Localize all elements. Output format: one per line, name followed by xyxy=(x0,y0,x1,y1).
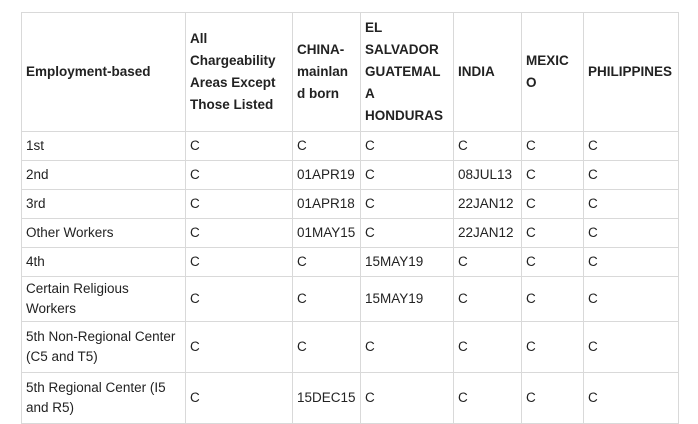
table-cell: C xyxy=(454,373,522,424)
table-cell: C xyxy=(186,248,293,277)
table-cell: 08JUL13 xyxy=(454,161,522,190)
table-cell: 01MAY15 xyxy=(293,219,361,248)
header-mexico: MEXICO xyxy=(522,13,584,132)
visa-bulletin-table-wrapper xyxy=(21,12,679,424)
row-label: 5th Non-Regional Center (C5 and T5) xyxy=(22,322,186,373)
row-label: 3rd xyxy=(22,190,186,219)
table-cell: C xyxy=(584,190,679,219)
table-cell: 15MAY19 xyxy=(361,277,454,322)
table-header-row xyxy=(22,13,679,132)
header-el-salvador: EL SALVADOR GUATEMALA HONDURAS xyxy=(361,13,454,132)
visa-bulletin-table xyxy=(21,12,679,424)
table-cell: C xyxy=(522,277,584,322)
row-label: 5th Regional Center (I5 and R5) xyxy=(22,373,186,424)
table-cell: C xyxy=(584,161,679,190)
table-row xyxy=(22,219,679,248)
table-cell: C xyxy=(522,219,584,248)
row-label: 1st xyxy=(22,132,186,161)
table-cell: 15MAY19 xyxy=(361,248,454,277)
table-cell: C xyxy=(584,219,679,248)
table-cell: C xyxy=(522,190,584,219)
row-label: Certain Religious Workers xyxy=(22,277,186,322)
row-label: Other Workers xyxy=(22,219,186,248)
table-cell: C xyxy=(454,248,522,277)
table-cell: 15DEC15 xyxy=(293,373,361,424)
table-cell: C xyxy=(361,161,454,190)
table-cell: C xyxy=(361,373,454,424)
table-cell: C xyxy=(454,277,522,322)
table-cell: C xyxy=(186,277,293,322)
table-cell: C xyxy=(186,219,293,248)
table-cell: C xyxy=(454,132,522,161)
table-cell: C xyxy=(186,190,293,219)
header-india: INDIA xyxy=(454,13,522,132)
table-cell: C xyxy=(454,322,522,373)
table-cell: C xyxy=(361,132,454,161)
table-cell: C xyxy=(522,161,584,190)
header-philippines: PHILIPPINES xyxy=(584,13,679,132)
header-china: CHINA-mainland born xyxy=(293,13,361,132)
table-cell: C xyxy=(186,373,293,424)
table-cell: 22JAN12 xyxy=(454,219,522,248)
row-label: 2nd xyxy=(22,161,186,190)
table-cell: C xyxy=(293,277,361,322)
table-cell: C xyxy=(186,322,293,373)
table-row xyxy=(22,190,679,219)
table-cell: C xyxy=(293,322,361,373)
table-row xyxy=(22,161,679,190)
table-row xyxy=(22,248,679,277)
table-cell: C xyxy=(293,132,361,161)
table-cell: C xyxy=(584,277,679,322)
table-cell: C xyxy=(522,322,584,373)
table-row xyxy=(22,322,679,373)
table-cell: C xyxy=(186,132,293,161)
table-cell: 22JAN12 xyxy=(454,190,522,219)
table-cell: C xyxy=(361,322,454,373)
table-cell: C xyxy=(584,322,679,373)
table-cell: 01APR18 xyxy=(293,190,361,219)
table-cell: 01APR19 xyxy=(293,161,361,190)
table-cell: C xyxy=(522,373,584,424)
table-row xyxy=(22,132,679,161)
table-cell: C xyxy=(361,219,454,248)
table-cell: C xyxy=(293,248,361,277)
table-row xyxy=(22,277,679,322)
header-employment-based: Employment-based xyxy=(22,13,186,132)
table-cell: C xyxy=(584,373,679,424)
table-cell: C xyxy=(186,161,293,190)
table-cell: C xyxy=(584,248,679,277)
table-cell: C xyxy=(522,132,584,161)
table-cell: C xyxy=(584,132,679,161)
row-label: 4th xyxy=(22,248,186,277)
table-cell: C xyxy=(361,190,454,219)
header-all-chargeability: All Chargeability Areas Except Those Listed xyxy=(186,13,293,132)
table-cell: C xyxy=(522,248,584,277)
